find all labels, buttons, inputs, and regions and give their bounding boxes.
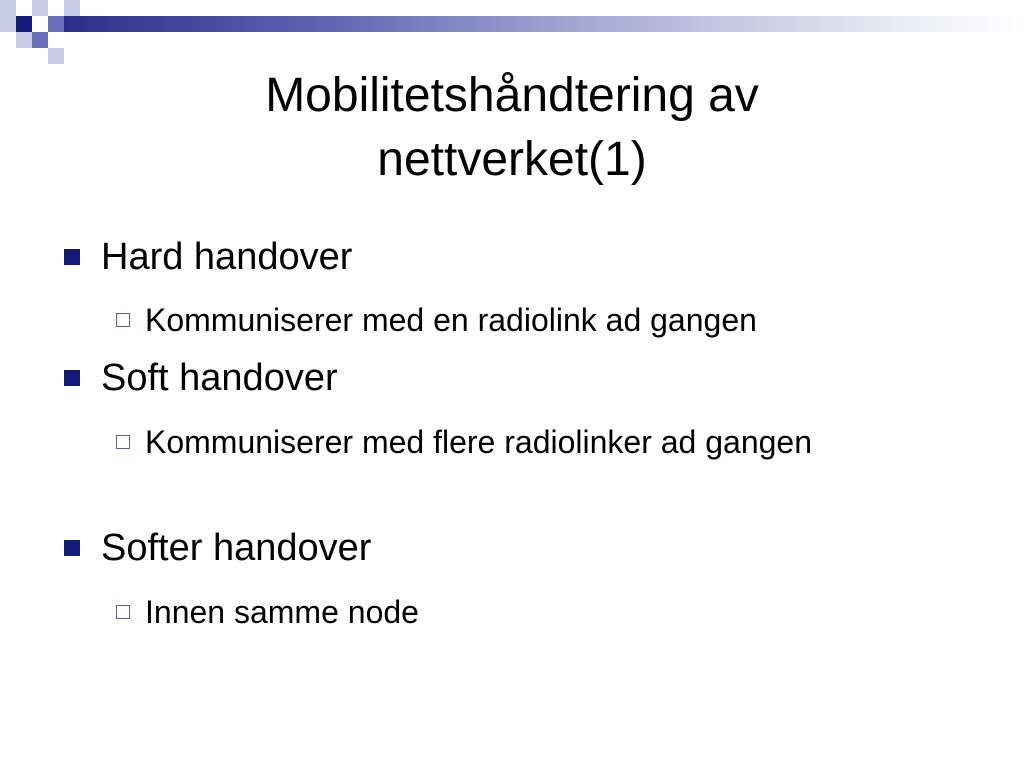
bullet-label: Soft handover (101, 357, 338, 399)
filled-square-icon (64, 540, 80, 556)
bullet-label: Hard handover (101, 236, 353, 278)
hollow-square-icon (116, 605, 130, 619)
decor-square (16, 32, 32, 48)
filled-square-icon (64, 370, 80, 386)
decor-square (0, 0, 16, 16)
header-decoration (0, 0, 1024, 48)
decor-square (48, 16, 64, 32)
header-gradient-bar (64, 16, 1024, 32)
sub-bullet-label: Innen samme node (145, 594, 419, 630)
hollow-square-icon (116, 435, 130, 449)
decor-square (32, 32, 48, 48)
sub-bullet-label: Kommuniserer med flere radiolinker ad gangen (145, 424, 813, 460)
sub-bullet-label: Kommuniserer med en radiolink ad gangen (145, 302, 757, 338)
hollow-square-icon (116, 313, 130, 327)
decor-square (48, 48, 64, 64)
decor-square (32, 0, 48, 16)
bullet-label: Softer handover (101, 527, 372, 569)
decor-square (64, 0, 80, 16)
decor-square (0, 16, 16, 32)
slide-title-line1: Mobilitetshåndtering av (265, 69, 759, 122)
slide-title (0, 64, 1024, 192)
slide-title-line2: nettverket(1) (377, 133, 647, 186)
filled-square-icon (64, 249, 80, 265)
decor-square (16, 16, 32, 32)
